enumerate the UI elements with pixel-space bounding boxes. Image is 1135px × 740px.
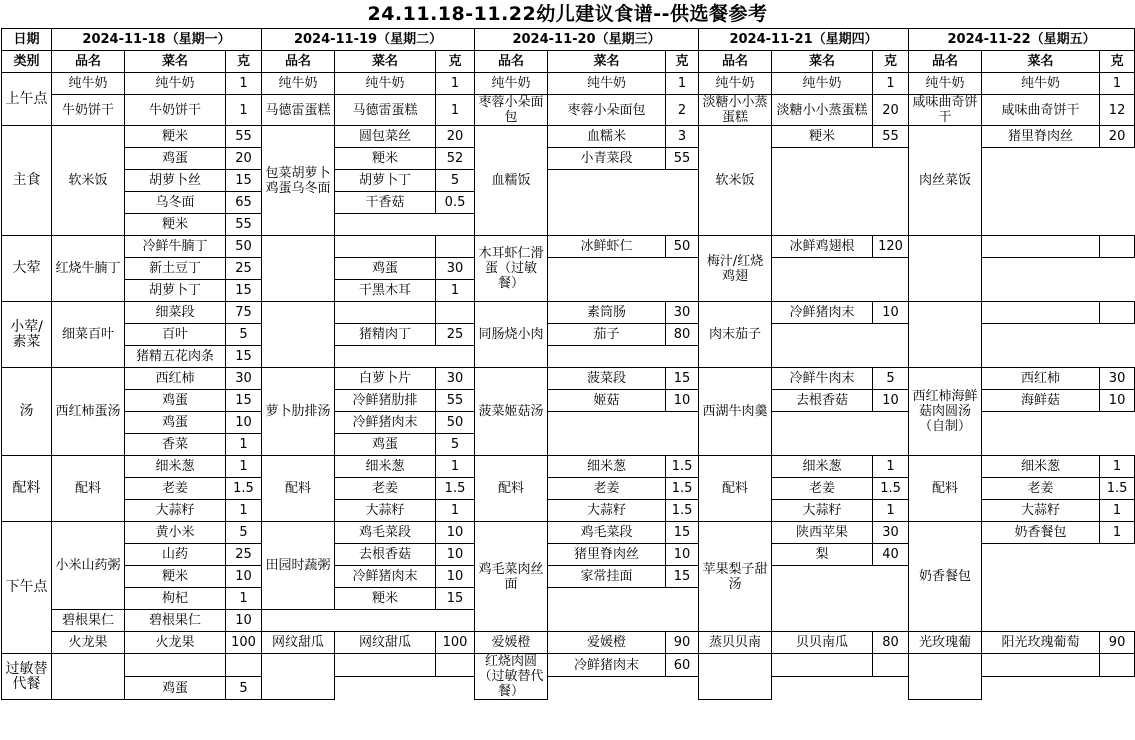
ingredient-cell: 大蒜籽 bbox=[982, 500, 1100, 522]
grams-cell: 1 bbox=[436, 500, 475, 522]
ingredient-cell: 粳米 bbox=[125, 214, 226, 236]
dish-name-cell: 细菜百叶 bbox=[52, 302, 125, 368]
ingredient-cell: 梨 bbox=[772, 544, 873, 566]
grams-cell: 15 bbox=[226, 390, 262, 412]
grams-cell: 1 bbox=[436, 73, 475, 95]
dish-name-cell: 鸡毛菜肉丝面 bbox=[475, 522, 548, 632]
ingredient-cell: 粳米 bbox=[335, 588, 436, 610]
ingredient-cell: 粳米 bbox=[772, 126, 873, 148]
ingredient-cell: 牛奶饼干 bbox=[125, 95, 226, 126]
column-header-caiming: 菜名 bbox=[335, 51, 436, 73]
grams-cell bbox=[873, 654, 909, 677]
category-cell: 大荤 bbox=[2, 236, 52, 302]
ingredient-cell: 细米葱 bbox=[335, 456, 436, 478]
ingredient-cell: 枸杞 bbox=[125, 588, 226, 610]
grams-cell: 10 bbox=[226, 566, 262, 588]
dish-name-cell: 牛奶饼干 bbox=[52, 95, 125, 126]
ingredient-cell: 冷鲜猪肉末 bbox=[335, 566, 436, 588]
ingredient-cell bbox=[982, 302, 1100, 324]
grams-cell: 1.5 bbox=[226, 478, 262, 500]
grams-cell: 90 bbox=[666, 632, 699, 654]
grams-cell: 5 bbox=[226, 677, 262, 700]
dish-name-cell bbox=[262, 654, 335, 700]
dish-name-cell: 木耳虾仁滑蛋（过敏餐） bbox=[475, 236, 548, 302]
grams-cell: 25 bbox=[436, 324, 475, 346]
ingredient-cell: 素筒肠 bbox=[548, 302, 666, 324]
dish-name-cell: 西红柿海鲜菇肉圆汤（自制） bbox=[909, 368, 982, 456]
grams-cell: 80 bbox=[873, 632, 909, 654]
grams-cell bbox=[436, 236, 475, 258]
ingredient-cell: 细菜段 bbox=[125, 302, 226, 324]
dish-name-cell: 配料 bbox=[262, 456, 335, 522]
ingredient-cell: 去根香菇 bbox=[335, 544, 436, 566]
category-cell: 配料 bbox=[2, 456, 52, 522]
category-cell: 主食 bbox=[2, 126, 52, 236]
dish-name-cell: 咸味曲奇饼干 bbox=[909, 95, 982, 126]
column-header-caiming: 菜名 bbox=[772, 51, 873, 73]
grams-cell: 80 bbox=[666, 324, 699, 346]
ingredient-cell bbox=[125, 654, 226, 677]
dish-name-cell bbox=[699, 654, 772, 700]
ingredient-cell: 细米葱 bbox=[772, 456, 873, 478]
grams-cell: 20 bbox=[873, 95, 909, 126]
dish-name-cell: 爱媛橙 bbox=[475, 632, 548, 654]
dish-name-cell: 纯牛奶 bbox=[699, 73, 772, 95]
column-header-ke: 克 bbox=[666, 51, 699, 73]
grams-cell: 52 bbox=[436, 148, 475, 170]
grams-cell: 5 bbox=[873, 368, 909, 390]
ingredient-cell: 冷鲜猪肉末 bbox=[335, 412, 436, 434]
dish-name-cell bbox=[262, 302, 335, 368]
ingredient-cell: 山药 bbox=[125, 544, 226, 566]
grams-cell: 1 bbox=[226, 95, 262, 126]
grams-cell: 1 bbox=[873, 500, 909, 522]
dish-name-cell bbox=[52, 654, 125, 700]
day-header: 2024-11-20（星期三） bbox=[475, 29, 699, 51]
dish-name-cell: 配料 bbox=[475, 456, 548, 522]
ingredient-cell: 粳米 bbox=[125, 566, 226, 588]
ingredient-cell: 新土豆丁 bbox=[125, 258, 226, 280]
grams-cell: 10 bbox=[666, 390, 699, 412]
day-header: 2024-11-22（星期五） bbox=[909, 29, 1135, 51]
grams-cell: 1 bbox=[1100, 73, 1135, 95]
ingredient-cell: 猪里脊肉丝 bbox=[548, 544, 666, 566]
grams-cell: 15 bbox=[666, 368, 699, 390]
grams-cell: 50 bbox=[226, 236, 262, 258]
ingredient-cell: 大蒜籽 bbox=[335, 500, 436, 522]
column-header-ke: 克 bbox=[873, 51, 909, 73]
grams-cell: 1.5 bbox=[1100, 478, 1135, 500]
grams-cell: 5 bbox=[436, 434, 475, 456]
dish-name-cell: 枣蓉小朵面包 bbox=[475, 95, 548, 126]
grams-cell: 40 bbox=[873, 544, 909, 566]
grams-cell: 10 bbox=[873, 302, 909, 324]
grams-cell: 1.5 bbox=[873, 478, 909, 500]
ingredient-cell: 菠菜段 bbox=[548, 368, 666, 390]
grams-cell: 20 bbox=[226, 148, 262, 170]
ingredient-cell: 胡萝卜丁 bbox=[125, 280, 226, 302]
menu-row bbox=[2, 632, 1135, 654]
ingredient-cell: 血糯米 bbox=[548, 126, 666, 148]
category-cell: 小荤/素菜 bbox=[2, 302, 52, 368]
grams-cell: 1.5 bbox=[666, 500, 699, 522]
ingredient-cell bbox=[335, 654, 436, 677]
grams-cell: 1 bbox=[1100, 522, 1135, 544]
dish-name-cell: 菠菜姬菇汤 bbox=[475, 368, 548, 456]
dish-name-cell: 纯牛奶 bbox=[262, 73, 335, 95]
ingredient-cell: 咸味曲奇饼干 bbox=[982, 95, 1100, 126]
ingredient-cell: 冷鲜猪肉末 bbox=[548, 654, 666, 677]
grams-cell: 1.5 bbox=[666, 456, 699, 478]
dish-name-cell: 同肠烧小肉 bbox=[475, 302, 548, 368]
menu-row bbox=[2, 368, 1135, 390]
ingredient-cell: 百叶 bbox=[125, 324, 226, 346]
ingredient-cell bbox=[335, 236, 436, 258]
ingredient-cell: 黄小米 bbox=[125, 522, 226, 544]
menu-row bbox=[2, 236, 1135, 258]
dish-name-cell: 蒸贝贝南 bbox=[699, 632, 772, 654]
ingredient-cell: 胡萝卜丝 bbox=[125, 170, 226, 192]
ingredient-cell: 大蒜籽 bbox=[772, 500, 873, 522]
grams-cell: 55 bbox=[666, 148, 699, 170]
ingredient-cell: 家常挂面 bbox=[548, 566, 666, 588]
dish-name-cell: 萝卜肋排汤 bbox=[262, 368, 335, 456]
ingredient-cell: 冷鲜猪肉末 bbox=[772, 302, 873, 324]
ingredient-cell: 纯牛奶 bbox=[335, 73, 436, 95]
menu-row bbox=[2, 95, 1135, 126]
ingredient-cell: 枣蓉小朵面包 bbox=[548, 95, 666, 126]
column-header-pinming: 品名 bbox=[475, 51, 548, 73]
grams-cell bbox=[1100, 236, 1135, 258]
dish-name-cell: 碧根果仁 bbox=[52, 610, 125, 632]
grams-cell bbox=[1100, 302, 1135, 324]
ingredient-cell: 鸡蛋 bbox=[125, 390, 226, 412]
grams-cell: 20 bbox=[436, 126, 475, 148]
ingredient-cell: 猪里脊肉丝 bbox=[982, 126, 1100, 148]
grams-cell: 55 bbox=[873, 126, 909, 148]
grams-cell: 30 bbox=[1100, 368, 1135, 390]
ingredient-cell: 冷鲜牛肉末 bbox=[772, 368, 873, 390]
grams-cell: 30 bbox=[666, 302, 699, 324]
column-header-ke: 克 bbox=[226, 51, 262, 73]
grams-cell: 15 bbox=[226, 280, 262, 302]
grams-cell: 55 bbox=[436, 390, 475, 412]
dish-name-cell: 小米山药粥 bbox=[52, 522, 125, 610]
ingredient-cell: 爱媛橙 bbox=[548, 632, 666, 654]
grams-cell: 50 bbox=[666, 236, 699, 258]
grams-cell: 10 bbox=[1100, 390, 1135, 412]
grams-cell: 100 bbox=[436, 632, 475, 654]
dish-name-cell: 马德雷蛋糕 bbox=[262, 95, 335, 126]
menu-row bbox=[2, 126, 1135, 148]
dish-name-cell bbox=[909, 236, 982, 302]
grams-cell: 1 bbox=[1100, 500, 1135, 522]
ingredient-cell: 鸡蛋 bbox=[125, 412, 226, 434]
grams-cell: 5 bbox=[226, 324, 262, 346]
ingredient-cell: 网纹甜瓜 bbox=[335, 632, 436, 654]
day-header: 2024-11-21（星期四） bbox=[699, 29, 909, 51]
ingredient-cell: 鸡蛋 bbox=[125, 677, 226, 700]
grams-cell bbox=[436, 302, 475, 324]
menu-row bbox=[2, 522, 1135, 544]
ingredient-cell: 鸡毛菜段 bbox=[335, 522, 436, 544]
grams-cell: 1.5 bbox=[436, 478, 475, 500]
menu-row bbox=[2, 302, 1135, 324]
grams-cell: 1 bbox=[873, 73, 909, 95]
grams-cell: 10 bbox=[666, 544, 699, 566]
column-header-ke: 克 bbox=[1100, 51, 1135, 73]
header-row-columns bbox=[2, 51, 1135, 73]
dish-name-cell: 光玫瑰葡 bbox=[909, 632, 982, 654]
category-cell: 汤 bbox=[2, 368, 52, 456]
ingredient-cell: 白萝卜片 bbox=[335, 368, 436, 390]
ingredient-cell: 胡萝卜丁 bbox=[335, 170, 436, 192]
category-cell: 下午点 bbox=[2, 522, 52, 654]
column-header-ke: 克 bbox=[436, 51, 475, 73]
ingredient-cell: 圆包菜丝 bbox=[335, 126, 436, 148]
dish-name-cell: 西湖牛肉羹 bbox=[699, 368, 772, 456]
ingredient-cell: 老姜 bbox=[772, 478, 873, 500]
grams-cell: 25 bbox=[226, 258, 262, 280]
ingredient-cell: 姬菇 bbox=[548, 390, 666, 412]
ingredient-cell bbox=[982, 654, 1100, 677]
grams-cell: 90 bbox=[1100, 632, 1135, 654]
dish-name-cell: 配料 bbox=[52, 456, 125, 522]
dish-name-cell: 红烧牛腩丁 bbox=[52, 236, 125, 302]
grams-cell: 15 bbox=[666, 522, 699, 544]
category-cell: 上午点 bbox=[2, 73, 52, 126]
ingredient-cell: 贝贝南瓜 bbox=[772, 632, 873, 654]
ingredient-cell: 纯牛奶 bbox=[125, 73, 226, 95]
day-header: 2024-11-18（星期一） bbox=[52, 29, 262, 51]
dish-name-cell: 配料 bbox=[699, 456, 772, 522]
category-cell: 过敏替代餐 bbox=[2, 654, 52, 700]
dish-name-cell: 红烧肉圆（过敏替代餐） bbox=[475, 654, 548, 700]
grams-cell: 60 bbox=[666, 654, 699, 677]
ingredient-cell bbox=[335, 302, 436, 324]
day-header: 2024-11-19（星期二） bbox=[262, 29, 475, 51]
grams-cell: 10 bbox=[873, 390, 909, 412]
grams-cell: 30 bbox=[226, 368, 262, 390]
ingredient-cell: 细米葱 bbox=[125, 456, 226, 478]
grams-cell: 1 bbox=[226, 434, 262, 456]
grams-cell: 1 bbox=[226, 588, 262, 610]
dish-name-cell bbox=[909, 302, 982, 368]
grams-cell: 1 bbox=[873, 456, 909, 478]
dish-name-cell: 纯牛奶 bbox=[475, 73, 548, 95]
dish-name-cell: 血糯饭 bbox=[475, 126, 548, 236]
grams-cell: 12 bbox=[1100, 95, 1135, 126]
ingredient-cell: 大蒜籽 bbox=[548, 500, 666, 522]
ingredient-cell bbox=[982, 236, 1100, 258]
column-header-pinming: 品名 bbox=[699, 51, 772, 73]
ingredient-cell: 细米葱 bbox=[548, 456, 666, 478]
ingredient-cell: 茄子 bbox=[548, 324, 666, 346]
ingredient-cell: 小青菜段 bbox=[548, 148, 666, 170]
grams-cell: 1 bbox=[436, 95, 475, 126]
column-header-pinming: 品名 bbox=[52, 51, 125, 73]
ingredient-cell: 粳米 bbox=[335, 148, 436, 170]
ingredient-cell: 老姜 bbox=[982, 478, 1100, 500]
grams-cell: 20 bbox=[1100, 126, 1135, 148]
dish-name-cell: 奶香餐包 bbox=[909, 522, 982, 632]
grams-cell: 1 bbox=[226, 500, 262, 522]
grams-cell bbox=[436, 654, 475, 677]
grams-cell: 1 bbox=[226, 73, 262, 95]
ingredient-cell: 淡糖小小蒸蛋糕 bbox=[772, 95, 873, 126]
grams-cell: 10 bbox=[226, 412, 262, 434]
dish-name-cell: 西红柿蛋汤 bbox=[52, 368, 125, 456]
page-title: 24.11.18-11.22幼儿建议食谱--供选餐参考 bbox=[367, 3, 768, 25]
dish-name-cell: 火龙果 bbox=[52, 632, 125, 654]
category-label: 类别 bbox=[2, 51, 52, 73]
dish-name-cell: 肉丝菜饭 bbox=[909, 126, 982, 236]
column-header-caiming: 菜名 bbox=[125, 51, 226, 73]
dish-name-cell: 配料 bbox=[909, 456, 982, 522]
grams-cell: 10 bbox=[436, 544, 475, 566]
dish-name-cell: 包菜胡萝卜鸡蛋乌冬面 bbox=[262, 126, 335, 236]
menu-row bbox=[2, 73, 1135, 95]
dish-name-cell: 网纹甜瓜 bbox=[262, 632, 335, 654]
ingredient-cell: 猪精肉丁 bbox=[335, 324, 436, 346]
dish-name-cell: 肉末茄子 bbox=[699, 302, 772, 368]
ingredient-cell: 冷鲜猪肋排 bbox=[335, 390, 436, 412]
grams-cell: 15 bbox=[666, 566, 699, 588]
ingredient-cell: 海鲜菇 bbox=[982, 390, 1100, 412]
grams-cell: 10 bbox=[226, 610, 262, 632]
ingredient-cell: 香菜 bbox=[125, 434, 226, 456]
ingredient-cell: 干香菇 bbox=[335, 192, 436, 214]
grams-cell: 50 bbox=[436, 412, 475, 434]
dish-name-cell: 苹果梨子甜汤 bbox=[699, 522, 772, 632]
ingredient-cell: 老姜 bbox=[548, 478, 666, 500]
ingredient-cell: 马德雷蛋糕 bbox=[335, 95, 436, 126]
grams-cell: 5 bbox=[226, 522, 262, 544]
grams-cell: 1.5 bbox=[666, 478, 699, 500]
ingredient-cell: 纯牛奶 bbox=[982, 73, 1100, 95]
grams-cell bbox=[1100, 654, 1135, 677]
grams-cell: 5 bbox=[436, 170, 475, 192]
ingredient-cell: 鸡蛋 bbox=[335, 258, 436, 280]
dish-name-cell: 软米饭 bbox=[699, 126, 772, 236]
grams-cell: 15 bbox=[226, 170, 262, 192]
column-header-caiming: 菜名 bbox=[982, 51, 1100, 73]
ingredient-cell: 去根香菇 bbox=[772, 390, 873, 412]
date-label: 日期 bbox=[2, 29, 52, 51]
menu-row bbox=[2, 654, 1135, 677]
ingredient-cell: 纯牛奶 bbox=[548, 73, 666, 95]
grams-cell: 3 bbox=[666, 126, 699, 148]
grams-cell: 75 bbox=[226, 302, 262, 324]
grams-cell: 1 bbox=[1100, 456, 1135, 478]
grams-cell: 30 bbox=[873, 522, 909, 544]
menu-row bbox=[2, 456, 1135, 478]
ingredient-cell: 干黑木耳 bbox=[335, 280, 436, 302]
grams-cell: 2 bbox=[666, 95, 699, 126]
dish-name-cell: 淡糖小小蒸蛋糕 bbox=[699, 95, 772, 126]
ingredient-cell: 奶香餐包 bbox=[982, 522, 1100, 544]
ingredient-cell: 猪精五花肉条 bbox=[125, 346, 226, 368]
grams-cell: 120 bbox=[873, 236, 909, 258]
grams-cell: 10 bbox=[436, 566, 475, 588]
grams-cell: 65 bbox=[226, 192, 262, 214]
column-header-caiming: 菜名 bbox=[548, 51, 666, 73]
grams-cell: 30 bbox=[436, 258, 475, 280]
ingredient-cell: 老姜 bbox=[335, 478, 436, 500]
ingredient-cell: 鸡毛菜段 bbox=[548, 522, 666, 544]
dish-name-cell bbox=[909, 654, 982, 700]
ingredient-cell: 纯牛奶 bbox=[772, 73, 873, 95]
ingredient-cell: 冷鲜牛腩丁 bbox=[125, 236, 226, 258]
ingredient-cell: 乌冬面 bbox=[125, 192, 226, 214]
grams-cell: 25 bbox=[226, 544, 262, 566]
grams-cell: 10 bbox=[436, 522, 475, 544]
ingredient-cell: 细米葱 bbox=[982, 456, 1100, 478]
dish-name-cell: 纯牛奶 bbox=[909, 73, 982, 95]
dish-name-cell: 田园时蔬粥 bbox=[262, 522, 335, 610]
grams-cell: 1 bbox=[226, 456, 262, 478]
grams-cell: 1 bbox=[436, 280, 475, 302]
dish-name-cell: 纯牛奶 bbox=[52, 73, 125, 95]
dish-name-cell: 软米饭 bbox=[52, 126, 125, 236]
header-row-dates bbox=[2, 29, 1135, 51]
ingredient-cell: 西红柿 bbox=[125, 368, 226, 390]
grams-cell: 1 bbox=[436, 456, 475, 478]
ingredient-cell: 碧根果仁 bbox=[125, 610, 226, 632]
grams-cell: 55 bbox=[226, 126, 262, 148]
grams-cell: 0.5 bbox=[436, 192, 475, 214]
grams-cell: 15 bbox=[436, 588, 475, 610]
ingredient-cell: 阳光玫瑰葡萄 bbox=[982, 632, 1100, 654]
menu-table bbox=[1, 28, 1135, 700]
dish-name-cell: 梅汁/红烧鸡翅 bbox=[699, 236, 772, 302]
grams-cell: 15 bbox=[226, 346, 262, 368]
grams-cell bbox=[226, 654, 262, 677]
grams-cell: 100 bbox=[226, 632, 262, 654]
grams-cell: 30 bbox=[436, 368, 475, 390]
grams-cell: 1 bbox=[666, 73, 699, 95]
ingredient-cell: 陕西苹果 bbox=[772, 522, 873, 544]
ingredient-cell: 冰鲜虾仁 bbox=[548, 236, 666, 258]
grams-cell: 55 bbox=[226, 214, 262, 236]
ingredient-cell: 火龙果 bbox=[125, 632, 226, 654]
column-header-pinming: 品名 bbox=[909, 51, 982, 73]
ingredient-cell: 鸡蛋 bbox=[125, 148, 226, 170]
ingredient-cell: 西红柿 bbox=[982, 368, 1100, 390]
ingredient-cell: 老姜 bbox=[125, 478, 226, 500]
ingredient-cell: 鸡蛋 bbox=[335, 434, 436, 456]
ingredient-cell: 冰鲜鸡翅根 bbox=[772, 236, 873, 258]
ingredient-cell bbox=[772, 654, 873, 677]
ingredient-cell: 粳米 bbox=[125, 126, 226, 148]
ingredient-cell: 大蒜籽 bbox=[125, 500, 226, 522]
dish-name-cell bbox=[262, 236, 335, 302]
column-header-pinming: 品名 bbox=[262, 51, 335, 73]
